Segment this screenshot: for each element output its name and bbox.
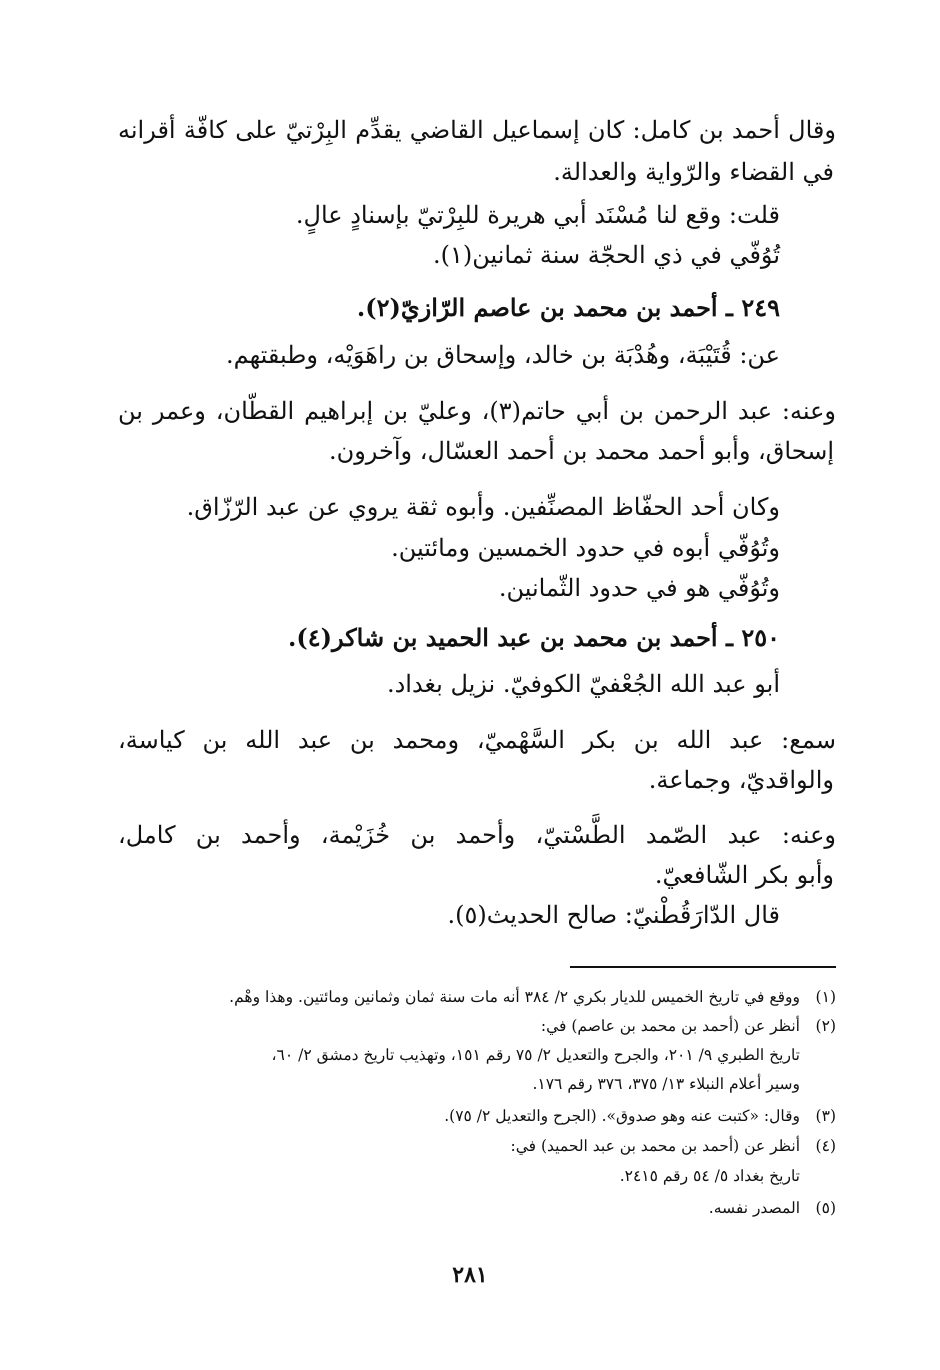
footnote-text: تاريخ الطبري ٩/ ٢٠١، والجرح والتعديل ٢/ ٧٥ رقم ١٥١، وتهذيب تاريخ دمشق ٢/ ٦٠، — [271, 1046, 800, 1064]
paragraph-line: وقال أحمد بن كامل: كان إسماعيل القاضي يقدِّم البِرْتيّ على كافّة أقرانه — [118, 116, 836, 144]
footnote-text: وقال: «كتبت عنه وهو صدوق». (الجرح والتعديل ٢/ ٧٥). — [444, 1107, 800, 1125]
entry-heading-249: ٢٤٩ ـ أحمد بن محمد بن عاصم الرّازيّ(٢). — [356, 293, 780, 322]
paragraph-line: سمع: عبد الله بن بكر السَّهْميّ، ومحمد بن عبد الله بن كياسة، — [118, 726, 836, 754]
footnote-number: (٣) — [815, 1107, 836, 1125]
paragraph-line: وتُوُفّي أبوه في حدود الخمسين ومائتين. — [391, 534, 780, 562]
paragraph-line: تُوُفّي في ذي الحجّة سنة ثمانين(١). — [432, 241, 780, 269]
footnote-text: ووقع في تاريخ الخميس للديار بكري ٢/ ٣٨٤ أنه مات سنة ثمان وثمانين ومائتين. وهذا وهْم. — [229, 988, 800, 1006]
footnote-divider — [570, 966, 836, 968]
paragraph-line: والواقديّ، وجماعة. — [648, 766, 834, 794]
footnote-number: (٥) — [815, 1199, 836, 1217]
paragraph-line: وعنه: عبد الرحمن بن أبي حاتم(٣)، وعليّ بن إبراهيم القطّان، وعمر بن — [118, 397, 836, 425]
footnote-text: أنظر عن (أحمد بن محمد بن عاصم) في: — [540, 1017, 800, 1035]
footnote-text: وسير أعلام النبلاء ١٣/ ٣٧٥، ٣٧٦ رقم ١٧٦. — [532, 1075, 800, 1093]
entry-heading-250: ٢٥٠ ـ أحمد بن محمد بن عبد الحميد بن شاكر(٤). — [288, 623, 780, 652]
paragraph-line: وكان أحد الحفّاظ المصنِّفين. وأبوه ثقة يروي عن عبد الرّزّاق. — [186, 493, 780, 521]
paragraph-line: في القضاء والرّواية والعدالة. — [553, 158, 834, 186]
footnote-number: (٤) — [815, 1137, 836, 1155]
page-number: ٢٨١ — [452, 1262, 488, 1288]
paragraph-line: إسحاق، وأبو أحمد محمد بن أحمد العسّال، وآخرون. — [328, 437, 834, 465]
paragraph-line: وعنه: عبد الصّمد الطَّسْتيّ، وأحمد بن خُزَيْمة، وأحمد بن كامل، — [118, 821, 836, 849]
paragraph-line: قلت: وقع لنا مُسْنَد أبي هريرة للبِرْتيّ بإسنادٍ عالٍ. — [295, 201, 780, 229]
footnote-number: (٢) — [815, 1017, 836, 1035]
paragraph-line: وتُوُفّي هو في حدود الثّمانين. — [498, 574, 780, 602]
footnote-text: المصدر نفسه. — [708, 1199, 800, 1217]
footnote-number: (١) — [815, 988, 836, 1006]
paragraph-line: وأبو بكر الشّافعيّ. — [654, 861, 834, 889]
paragraph-line: عن: قُتَيْبَة، وهُدْبَة بن خالد، وإسحاق بن راهَوَيْه، وطبقتهم. — [226, 341, 780, 369]
footnote-text: أنظر عن (أحمد بن محمد بن عبد الحميد) في: — [510, 1137, 800, 1155]
footnote-text: تاريخ بغداد ٥/ ٥٤ رقم ٢٤١٥. — [619, 1167, 800, 1185]
paragraph-line: أبو عبد الله الجُعْفيّ الكوفيّ. نزيل بغداد. — [386, 670, 780, 698]
paragraph-line: قال الدّارَقُطْنيّ: صالح الحديث(٥). — [447, 901, 780, 929]
